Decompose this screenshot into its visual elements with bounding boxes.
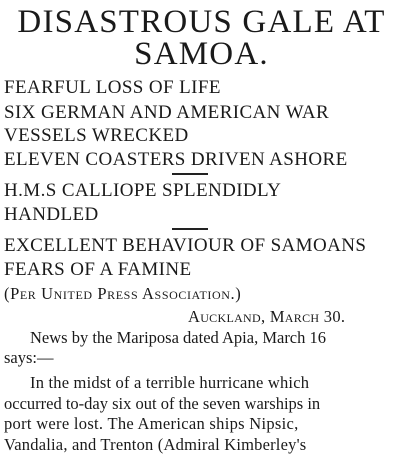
headline-line-1: DISASTROUS GALE AT xyxy=(17,4,386,40)
paragraph-line: occurred to-day six out of the seven warships in xyxy=(4,394,321,413)
deck-line-fears-of-famine: FEARS OF A FAMINE xyxy=(4,259,192,280)
deck-line-excellent-behaviour: EXCELLENT BEHAVIOUR OF SAMOANS xyxy=(4,235,367,256)
deck-line-calliope: H.M.S CALLIOPE SPLENDIDLY xyxy=(4,180,282,201)
headline-line-2: SAMOA. xyxy=(134,36,269,72)
press-credit: (Per United Press Association.) xyxy=(4,284,242,303)
section-rule xyxy=(172,228,208,230)
deck-line-fearful-loss: FEARFUL LOSS OF LIFE xyxy=(4,77,221,98)
paragraph-line: port were lost. The American ships Nipsic, xyxy=(4,414,299,433)
paragraph-line: says:— xyxy=(4,348,54,367)
paragraph-line: Vandalia, and Trenton (Admiral Kimberley's xyxy=(4,435,307,454)
deck-line-vessels-wrecked: VESSELS WRECKED xyxy=(4,125,189,146)
deck-line-six-german: SIX GERMAN AND AMERICAN WAR xyxy=(4,102,330,123)
deck-line-handled: HANDLED xyxy=(4,204,99,225)
paragraph-line: News by the Mariposa dated Apia, March 16 xyxy=(30,328,327,347)
dateline: Auckland, March 30. xyxy=(188,307,346,326)
deck-line-eleven-coasters: ELEVEN COASTERS DRIVEN ASHORE xyxy=(4,149,348,170)
section-rule xyxy=(172,173,208,175)
paragraph-line: In the midst of a terrible hurricane which xyxy=(30,373,310,392)
